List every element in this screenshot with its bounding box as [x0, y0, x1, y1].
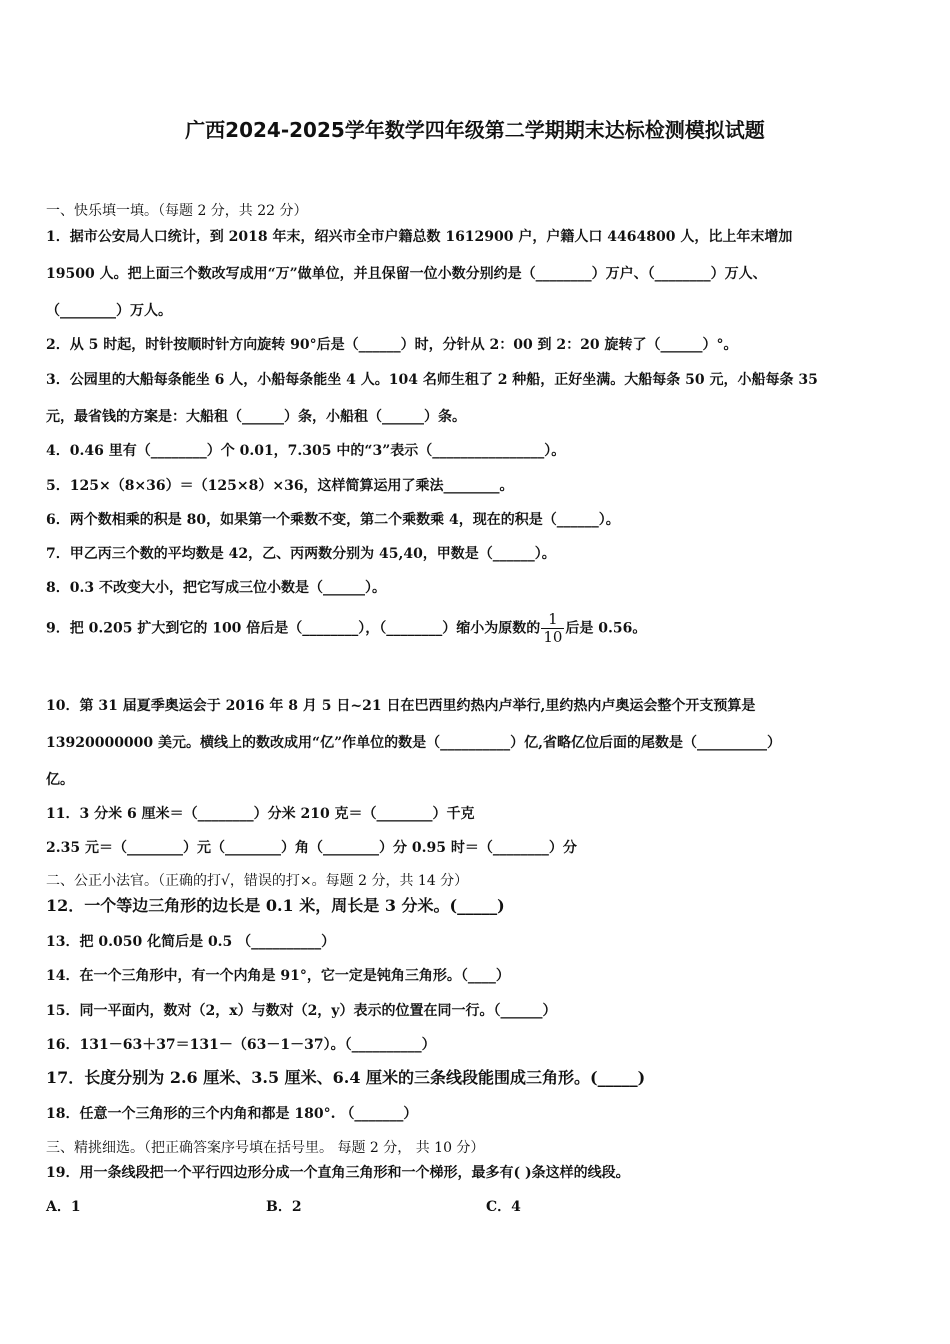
question-14: 14．在一个三角形中，有一个内角是 91°，它一定是钝角三角形。（____）: [46, 968, 510, 984]
section-3-heading: 三、精挑细选。（把正确答案序号填在括号里。 每题 2 分， 共 10 分）: [46, 1140, 485, 1156]
question-15: 15．同一平面内，数对（2，x）与数对（2，y）表示的位置在同一行。（______）: [46, 1003, 557, 1019]
question-2: 2．从 5 时起，时针按顺时针方向旋转 90°后是（______）时，分针从 2：00 到 2：20 旋转了（______）°。: [46, 337, 738, 353]
question-11-line-1: 11．3 分米 6 厘米＝（________）分米 210 克＝（________）千克: [46, 806, 475, 822]
question-1-line-2: 19500 人。把上面三个数改写成用“万”做单位，并且保留一位小数分别约是（________）万户、（________）万人、: [46, 266, 767, 282]
question-8: 8．0.3 不改变大小，把它写成三位小数是（______）。: [46, 580, 386, 596]
question-3-line-2: 元，最省钱的方案是：大船租（______）条，小船租（______）条。: [46, 409, 466, 425]
question-1-line-1: 1．据市公安局人口统计，到 2018 年末，绍兴市全市户籍总数 1612900 户，户籍人口 4464800 人，比上年末增加: [46, 229, 793, 245]
page-title: 广西2024-2025学年数学四年级第二学期期末达标检测模拟试题: [185, 118, 765, 142]
fraction-denominator: 10: [543, 628, 563, 646]
question-17: 17．长度分别为 2.6 厘米、3.5 厘米、6.4 厘米的三条线段能围成三角形。(_____): [46, 1068, 646, 1087]
choice-a: A．1: [46, 1199, 81, 1215]
question-10-line-3: 亿。: [46, 772, 74, 788]
question-16: 16．131－63＋37＝131－（63－1－37）。（__________）: [46, 1037, 436, 1053]
question-3-line-1: 3．公园里的大船每条能坐 6 人，小船每条能坐 4 人。104 名师生租了 2 种船，正好坐满。大船每条 50 元，小船每条 35: [46, 372, 818, 388]
question-10-line-1: 10．第 31 届夏季奥运会于 2016 年 8 月 5 日~21 日在巴西里约热内卢举行,里约热内卢奥运会整个开支预算是: [46, 698, 756, 714]
question-19: 19．用一条线段把一个平行四边形分成一个直角三角形和一个梯形，最多有( )条这样的线段。: [46, 1165, 630, 1181]
question-9-text: 9．把 0.205 扩大到它的 100 倍后是（________），（________）缩小为原数的: [46, 620, 541, 637]
question-4: 4．0.46 里有（________）个 0.01，7.305 中的“3”表示（________________）。: [46, 443, 566, 459]
question-18: 18．任意一个三角形的三个内角和都是 180°. （_______）: [46, 1106, 418, 1122]
question-7: 7．甲乙丙三个数的平均数是 42，乙、丙两数分别为 45,40，甲数是（______）。: [46, 546, 556, 562]
question-9: [46, 611, 646, 646]
question-5: 5．125×（8×36）＝（125×8）×36，这样简算运用了乘法________。: [46, 478, 514, 494]
question-11-line-2: 2.35 元＝（________）元（________）角（________）分 0.95 时＝（________）分: [46, 840, 577, 856]
question-1-line-3: （________）万人。: [46, 303, 172, 319]
fraction-numerator: 1: [541, 611, 564, 629]
section-1-heading: 一、快乐填一填。（每题 2 分，共 22 分）: [46, 203, 308, 219]
question-12: 12．一个等边三角形的边长是 0.1 米，周长是 3 分米。(_____): [46, 896, 505, 915]
question-10-line-2: 13920000000 美元。横线上的数改成用“亿”作单位的数是（__________）亿,省略亿位后面的尾数是（__________）: [46, 735, 782, 751]
question-9-tail: 后是 0.56。: [565, 620, 647, 637]
choice-b: B．2: [266, 1199, 302, 1215]
question-13: 13．把 0.050 化简后是 0.5 （__________）: [46, 934, 336, 950]
question-6: 6．两个数相乘的积是 80，如果第一个乘数不变，第二个乘数乘 4，现在的积是（______）。: [46, 512, 620, 528]
fraction-one-tenth: [541, 611, 564, 646]
choice-c: C．4: [486, 1199, 521, 1215]
section-2-heading: 二、公正小法官。（正确的打√，错误的打×。每题 2 分，共 14 分）: [46, 873, 469, 889]
